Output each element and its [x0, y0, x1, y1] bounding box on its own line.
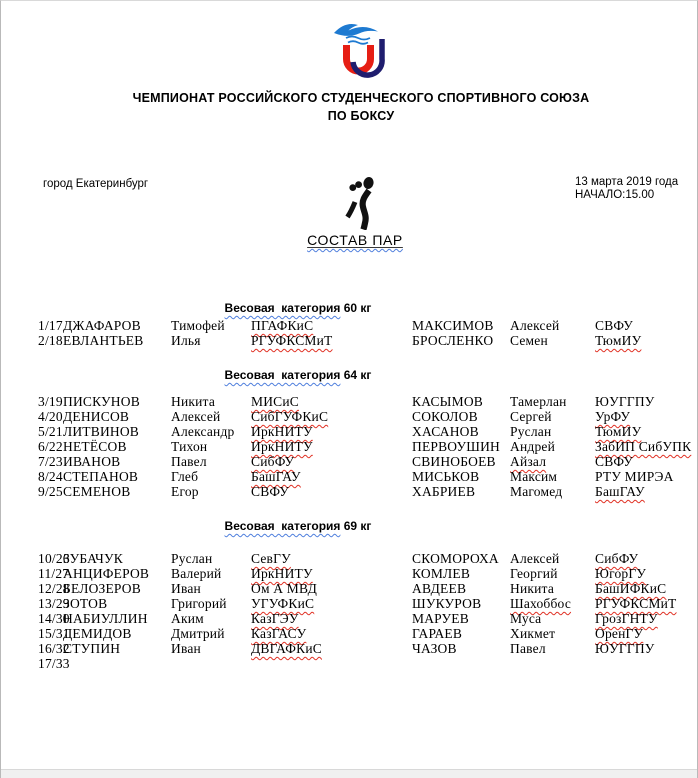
- boxer1-team: Ом А МВД: [251, 581, 318, 596]
- weight-category-value: 60 кг: [340, 301, 372, 315]
- boxer2-lastname: СКОМОРОХА: [412, 551, 499, 566]
- boxer1-firstname: Руслан: [171, 551, 213, 566]
- boxer1-team: ИркНИТУ: [251, 424, 313, 439]
- boxer1-lastname: ДЖАФАРОВ: [63, 318, 141, 333]
- boxer1-lastname: ДЕНИСОВ: [63, 409, 130, 424]
- pair-number: 6/22: [38, 439, 63, 454]
- pair-number: 1/17: [38, 318, 63, 333]
- boxer1-team: ПГАФКиС: [251, 318, 314, 333]
- boxer2-team: РГУФКСМиТ: [595, 596, 677, 611]
- title-line1: ЧЕМПИОНАТ РОССИЙСКОГО СТУДЕНЧЕСКОГО СПОРТИВНОГО СОЮЗА: [132, 91, 590, 105]
- boxer2-team: ОренГУ: [595, 626, 644, 641]
- boxer2-firstname: Семен: [510, 333, 548, 348]
- pair-row: [1, 424, 698, 439]
- boxer2-lastname: АВДЕЕВ: [412, 581, 467, 596]
- boxer1-lastname: СЕМЕНОВ: [63, 484, 131, 499]
- boxer2-lastname: КАСЫМОВ: [412, 394, 484, 409]
- pair-number: 15/31: [38, 626, 70, 641]
- boxer1-team: СВФУ: [251, 484, 290, 499]
- boxing-pictogram-icon: [342, 176, 378, 230]
- boxer1-firstname: Григорий: [171, 596, 227, 611]
- boxer2-team: ТюмИУ: [595, 333, 642, 348]
- boxer2-firstname: Тамерлан: [510, 394, 567, 409]
- boxer1-team: КазГАСУ: [251, 626, 307, 641]
- pair-number: 8/24: [38, 469, 63, 484]
- boxer1-lastname: НАБИУЛЛИН: [63, 611, 148, 626]
- boxer1-team: БашГАУ: [251, 469, 301, 484]
- boxer1-firstname: Алексей: [171, 409, 221, 424]
- page-bottom-edge: [1, 769, 697, 778]
- pair-row: [1, 333, 698, 348]
- boxer2-team: СВФУ: [595, 454, 634, 469]
- pair-number: 13/29: [38, 596, 70, 611]
- boxer1-firstname: Дмитрий: [171, 626, 225, 641]
- boxer1-firstname: Тихон: [171, 439, 208, 454]
- boxer1-lastname: БЕЛОЗЕРОВ: [63, 581, 141, 596]
- boxer1-firstname: Глеб: [171, 469, 199, 484]
- boxer2-team: СибФУ: [595, 551, 639, 566]
- pair-row: [1, 469, 698, 484]
- boxer1-team: ИркНИТУ: [251, 439, 313, 454]
- pair-row: [1, 581, 698, 596]
- boxer2-team: РТУ МИРЭА: [595, 469, 674, 484]
- subtitle-text: СОСТАВ ПАР: [307, 232, 403, 248]
- boxer1-lastname: ПИСКУНОВ: [63, 394, 140, 409]
- event-start-time: НАЧАЛО:15.00: [575, 188, 655, 201]
- boxer1-firstname: Иван: [171, 581, 201, 596]
- subtitle-row: [11, 233, 698, 248]
- weight-category-value: 64 кг: [340, 368, 372, 382]
- boxer2-lastname: МАКСИМОВ: [412, 318, 494, 333]
- boxer2-lastname: ХАБРИЕВ: [412, 484, 476, 499]
- pair-row: [1, 611, 698, 626]
- boxer1-team: РГУФКСМиТ: [251, 333, 333, 348]
- boxer2-team: СВФУ: [595, 318, 634, 333]
- boxer2-firstname: Максим: [510, 469, 558, 484]
- boxer1-firstname: Валерий: [171, 566, 222, 581]
- pair-row: [1, 656, 698, 671]
- pair-number: 3/19: [38, 394, 63, 409]
- boxer2-firstname: Муса: [510, 611, 542, 626]
- boxer1-firstname: Илья: [171, 333, 201, 348]
- boxer1-team: СибГУФКиС: [251, 409, 329, 424]
- boxer2-firstname: Алексей: [510, 551, 560, 566]
- boxer1-lastname: ЗОТОВ: [63, 596, 108, 611]
- boxer1-lastname: СТЕПАНОВ: [63, 469, 139, 484]
- pair-row: [1, 439, 698, 454]
- subtitle: [307, 232, 403, 248]
- boxer2-team: ЮгорГУ: [595, 566, 647, 581]
- pair-row: [1, 394, 698, 409]
- pair-row: [1, 409, 698, 424]
- boxer1-team: ИркНИТУ: [251, 566, 313, 581]
- boxer2-lastname: МАРУЕВ: [412, 611, 469, 626]
- weight-section-64kg: [1, 367, 698, 499]
- pair-number: 11/27: [38, 566, 70, 581]
- boxer2-firstname: Андрей: [510, 439, 556, 454]
- pair-number: 7/23: [38, 454, 63, 469]
- event-city: город Екатеринбург: [43, 178, 149, 190]
- pair-number: 16/32: [38, 641, 70, 656]
- title-line2: ПО БОКСУ: [327, 109, 395, 123]
- boxer1-team: СибФУ: [251, 454, 295, 469]
- boxer1-team: УГУФКиС: [251, 596, 315, 611]
- boxer2-firstname: Хикмет: [510, 626, 556, 641]
- boxer2-lastname: МИСЬКОВ: [412, 469, 480, 484]
- boxer1-firstname: Аким: [171, 611, 204, 626]
- weight-section-60kg: [1, 300, 698, 348]
- boxer2-firstname: Руслан: [510, 424, 552, 439]
- boxer2-lastname: ПЕРВОУШИН: [412, 439, 500, 454]
- pair-row: [1, 318, 698, 333]
- weight-category-label: Весовая категория: [224, 301, 341, 315]
- weight-category-label: Весовая категория: [224, 368, 341, 382]
- boxer2-firstname: Айзал: [510, 454, 547, 469]
- boxer2-team: ЮУГГПУ: [595, 394, 655, 409]
- boxer1-lastname: ЗУБАЧУК: [63, 551, 123, 566]
- boxer2-lastname: ХАСАНОВ: [412, 424, 479, 439]
- boxer2-team: БашГАУ: [595, 484, 645, 499]
- pair-number: 5/21: [38, 424, 63, 439]
- boxer1-lastname: НЕТЁСОВ: [63, 439, 127, 454]
- weight-category-value: 69 кг: [340, 519, 372, 533]
- pair-number: 10/26: [38, 551, 70, 566]
- boxer1-lastname: АНЦИФЕРОВ: [63, 566, 150, 581]
- boxer2-firstname: Алексей: [510, 318, 560, 333]
- boxer1-team: СевГУ: [251, 551, 291, 566]
- weight-category-header: [1, 367, 595, 383]
- pair-row: [1, 484, 698, 499]
- boxer2-team: УрФУ: [595, 409, 631, 424]
- page-title: [23, 89, 698, 125]
- boxer1-team: КазГЭУ: [251, 611, 299, 626]
- boxer2-lastname: ЧАЗОВ: [412, 641, 457, 656]
- boxer1-team: ДВГАФКиС: [251, 641, 322, 656]
- boxer2-team: ЗабИП СибУПК: [595, 439, 692, 454]
- pair-number: 17/33: [38, 656, 70, 671]
- boxer1-lastname: ДЕМИДОВ: [63, 626, 132, 641]
- pairs-table: [1, 394, 698, 499]
- pair-row: [1, 566, 698, 581]
- pair-row: [1, 454, 698, 469]
- pairs-table: [1, 318, 698, 348]
- boxer2-firstname: Георгий: [510, 566, 558, 581]
- pair-number: 4/20: [38, 409, 63, 424]
- weight-section-69kg: [1, 518, 698, 671]
- boxer2-lastname: ГАРАЕВ: [412, 626, 463, 641]
- boxer1-firstname: Александр: [171, 424, 235, 439]
- boxer2-lastname: КОМЛЕВ: [412, 566, 471, 581]
- event-datetime: [575, 176, 678, 201]
- boxer2-team: ТюмИУ: [595, 424, 642, 439]
- pair-row: [1, 596, 698, 611]
- boxer1-firstname: Павел: [171, 454, 207, 469]
- pairs-table: [1, 551, 698, 671]
- boxer1-firstname: Тимофей: [171, 318, 225, 333]
- weight-category-label: Весовая категория: [224, 519, 341, 533]
- boxer1-firstname: Егор: [171, 484, 199, 499]
- boxer2-firstname: Сергей: [510, 409, 552, 424]
- boxer1-firstname: Никита: [171, 394, 216, 409]
- pair-number: 9/25: [38, 484, 63, 499]
- boxer2-lastname: СОКОЛОВ: [412, 409, 478, 424]
- boxer2-firstname: Никита: [510, 581, 555, 596]
- boxer2-lastname: БРОСЛЕНКО: [412, 333, 494, 348]
- boxer1-lastname: ЛИТВИНОВ: [63, 424, 140, 439]
- boxer1-lastname: ИВАНОВ: [63, 454, 121, 469]
- pair-row: [1, 641, 698, 656]
- pair-row: [1, 551, 698, 566]
- federation-logo-icon: [331, 19, 395, 81]
- pair-number: 14/30: [38, 611, 70, 626]
- boxer2-firstname: Магомед: [510, 484, 563, 499]
- boxer1-team: МИСиС: [251, 394, 299, 409]
- pair-row: [1, 626, 698, 641]
- pair-number: 12/28: [38, 581, 70, 596]
- boxer2-team: ГрозГНТУ: [595, 611, 658, 626]
- weight-category-header: [1, 518, 595, 534]
- boxer2-team: БашИФКиС: [595, 581, 667, 596]
- boxer2-lastname: СВИНОБОЕВ: [412, 454, 496, 469]
- boxer2-firstname: Шахоббос: [510, 596, 572, 611]
- boxer2-team: ЮУГГПУ: [595, 641, 655, 656]
- boxer1-lastname: СТУПИН: [63, 641, 121, 656]
- boxer2-lastname: ШУКУРОВ: [412, 596, 482, 611]
- event-date: 13 марта 2019 года: [575, 176, 679, 188]
- boxer1-firstname: Иван: [171, 641, 201, 656]
- boxer2-firstname: Павел: [510, 641, 546, 656]
- pair-number: 2/18: [38, 333, 63, 348]
- weight-category-header: [1, 300, 595, 316]
- boxer1-lastname: ЕВЛАНТЬЕВ: [63, 333, 144, 348]
